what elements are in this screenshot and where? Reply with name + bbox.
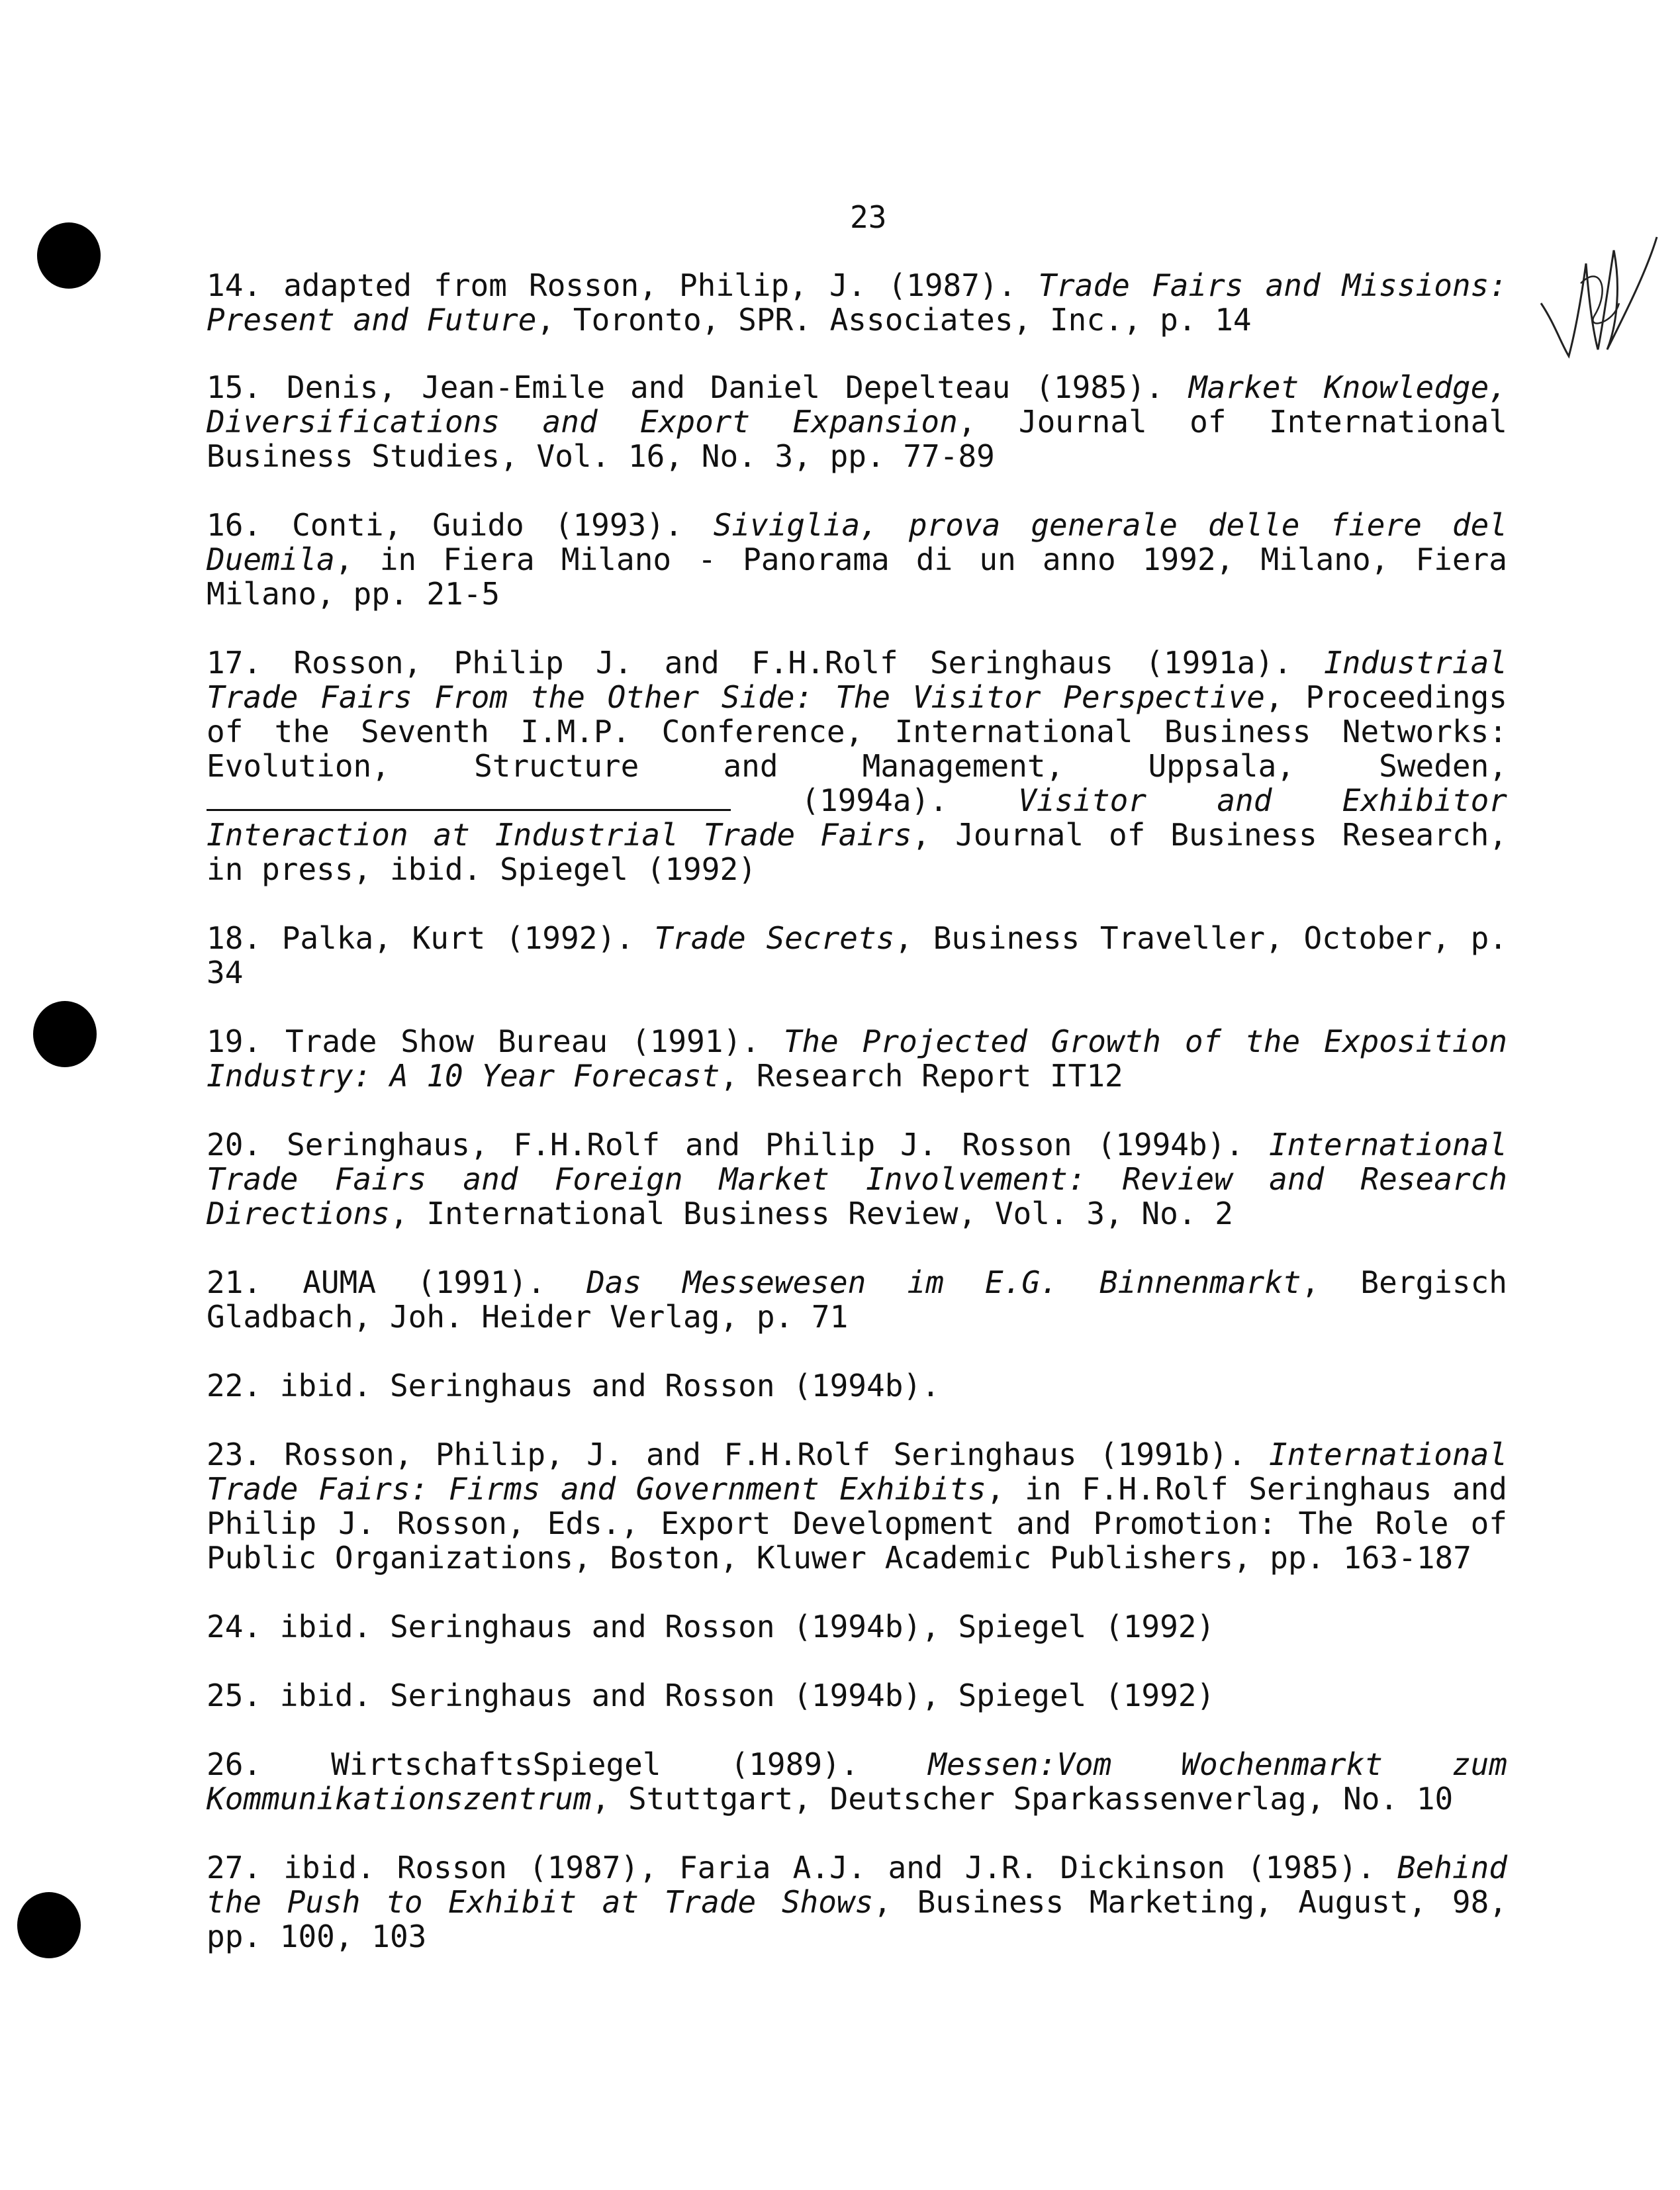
punch-hole bbox=[37, 222, 101, 289]
endnote bbox=[207, 508, 1507, 611]
endnote-title: Messen:Vom Wochenmarkt zum Kommunikationszentrum bbox=[207, 1746, 1507, 1817]
endnote-text: ibid. Rosson (1987), Faria A.J. and J.R. Dickinson (1985). bbox=[283, 1850, 1397, 1885]
endnote-title: Industrial Trade Fairs From the Other Side: The Visitor Perspective bbox=[207, 645, 1507, 715]
endnote bbox=[207, 1609, 1507, 1644]
endnote-text: (1994a). bbox=[731, 783, 1019, 818]
endnote bbox=[207, 1368, 1507, 1403]
endnote-text: ibid. Seringhaus and Rosson (1994b). bbox=[279, 1368, 940, 1404]
endnote-text: , Journal of Business Research, in press, ibid. Spiegel (1992) bbox=[207, 817, 1507, 887]
endnote-number: 23. bbox=[207, 1437, 285, 1472]
endnote bbox=[207, 921, 1507, 990]
endnote-text: , Bergisch Gladbach, Joh. Heider Verlag, p. 71 bbox=[207, 1264, 1507, 1335]
punch-hole bbox=[33, 1001, 97, 1067]
endnotes-list bbox=[207, 268, 1507, 1988]
endnote-number: 19. bbox=[207, 1024, 285, 1059]
handwritten-initials bbox=[1534, 224, 1660, 369]
endnote-text: , Business Traveller, October, p. 34 bbox=[207, 920, 1508, 990]
endnote-text: , Stuttgart, Deutscher Sparkassenverlag, No. 10 bbox=[591, 1781, 1454, 1817]
endnote-number: 20. bbox=[207, 1127, 287, 1163]
endnote-number: 25. bbox=[207, 1678, 280, 1713]
endnote-title: International Trade Fairs and Foreign Market Involvement: Review and Research Directions bbox=[207, 1127, 1507, 1231]
endnote-number: 21. bbox=[207, 1264, 303, 1300]
endnote-title: The Projected Growth of the Exposition Industry: A 10 Year Forecast bbox=[207, 1024, 1508, 1094]
endnote bbox=[207, 1437, 1507, 1575]
endnote-number: 16. bbox=[207, 507, 293, 543]
endnote-text: , Journal of International Business Studies, Vol. 16, No. 3, pp. 77-89 bbox=[207, 404, 1507, 474]
endnote-text: , Business Marketing, August, 98, pp. 100, 103 bbox=[207, 1884, 1507, 1954]
endnote-text: , International Business Review, Vol. 3, No. 2 bbox=[389, 1196, 1233, 1231]
endnote-title: Das Messewesen im E.G. Binnenmarkt bbox=[586, 1264, 1301, 1300]
endnote-title: Market Knowledge, Diversifications and Export Expansion bbox=[207, 369, 1507, 440]
endnote bbox=[207, 268, 1507, 337]
ditto-rule bbox=[207, 785, 731, 811]
endnote-text: Trade Show Bureau (1991). bbox=[285, 1024, 784, 1059]
endnote-number: 22. bbox=[207, 1368, 280, 1404]
endnote-title: Siviglia, prova generale delle fiere del Duemila bbox=[207, 507, 1507, 577]
endnote-number: 15. bbox=[207, 369, 287, 405]
endnote-title: International Trade Fairs: Firms and Government Exhibits bbox=[207, 1437, 1508, 1507]
endnote-text: Denis, Jean-Emile and Daniel Depelteau (1985). bbox=[287, 369, 1189, 405]
endnote bbox=[207, 1265, 1507, 1334]
endnote-number: 26. bbox=[207, 1746, 332, 1782]
punch-hole bbox=[17, 1892, 81, 1958]
endnote-text: Rosson, Philip J. and F.H.Rolf Seringhaus (1991a). bbox=[293, 645, 1325, 681]
endnote-number: 24. bbox=[207, 1609, 280, 1644]
endnote-title: Visitor and Exhibitor Interaction at Industrial Trade Fairs bbox=[207, 783, 1507, 853]
endnote-text: , in Fiera Milano - Panorama di un anno 1992, Milano, Fiera Milano, pp. 21-5 bbox=[207, 542, 1507, 612]
endnote-title: Behind the Push to Exhibit at Trade Shows bbox=[207, 1850, 1507, 1920]
endnote-text: , Proceedings of the Seventh I.M.P. Conference, International Business Networks: Evolution, Structure and Management, Uppsala, Sweden, bbox=[207, 679, 1507, 784]
endnote-text: Rosson, Philip, J. and F.H.Rolf Seringhaus (1991b). bbox=[284, 1437, 1269, 1472]
endnote bbox=[207, 1747, 1507, 1816]
endnote-number: 18. bbox=[207, 920, 282, 956]
endnote-text: adapted from Rosson, Philip, J. (1987). bbox=[283, 267, 1039, 303]
endnote-text: , Research Report IT12 bbox=[720, 1058, 1123, 1094]
endnote-number: 17. bbox=[207, 645, 294, 681]
endnote bbox=[207, 1127, 1507, 1231]
page-number: 23 bbox=[850, 199, 887, 235]
endnote-text: WirtschaftsSpiegel (1989). bbox=[331, 1746, 929, 1782]
endnote-title: Trade Fairs and Missions: Present and Future bbox=[207, 267, 1508, 338]
endnote-text: ibid. Seringhaus and Rosson (1994b), Spiegel (1992) bbox=[279, 1678, 1215, 1713]
endnote bbox=[207, 1678, 1507, 1713]
endnote-text: Conti, Guido (1993). bbox=[292, 507, 714, 543]
endnote bbox=[207, 1024, 1507, 1093]
endnote-text: Palka, Kurt (1992). bbox=[281, 920, 655, 956]
endnote-text: AUMA (1991). bbox=[303, 1264, 587, 1300]
endnote-text: , in F.H.Rolf Seringhaus and Philip J. Rosson, Eds., Export Development and Promotion: The Role of Public Organizations, Boston, Kluwer Academic Publishers, pp. 163-187 bbox=[207, 1471, 1507, 1576]
endnote bbox=[207, 645, 1507, 886]
endnote-text: , Toronto, SPR. Associates, Inc., p. 14 bbox=[536, 302, 1252, 338]
endnote-number: 14. bbox=[207, 267, 284, 303]
endnote-text: ibid. Seringhaus and Rosson (1994b), Spiegel (1992) bbox=[279, 1609, 1215, 1644]
endnote-title: Trade Secrets bbox=[654, 920, 895, 956]
endnote-text: Seringhaus, F.H.Rolf and Philip J. Rosson (1994b). bbox=[287, 1127, 1269, 1163]
endnote-number: 27. bbox=[207, 1850, 284, 1885]
endnote bbox=[207, 370, 1507, 473]
endnote bbox=[207, 1850, 1507, 1954]
